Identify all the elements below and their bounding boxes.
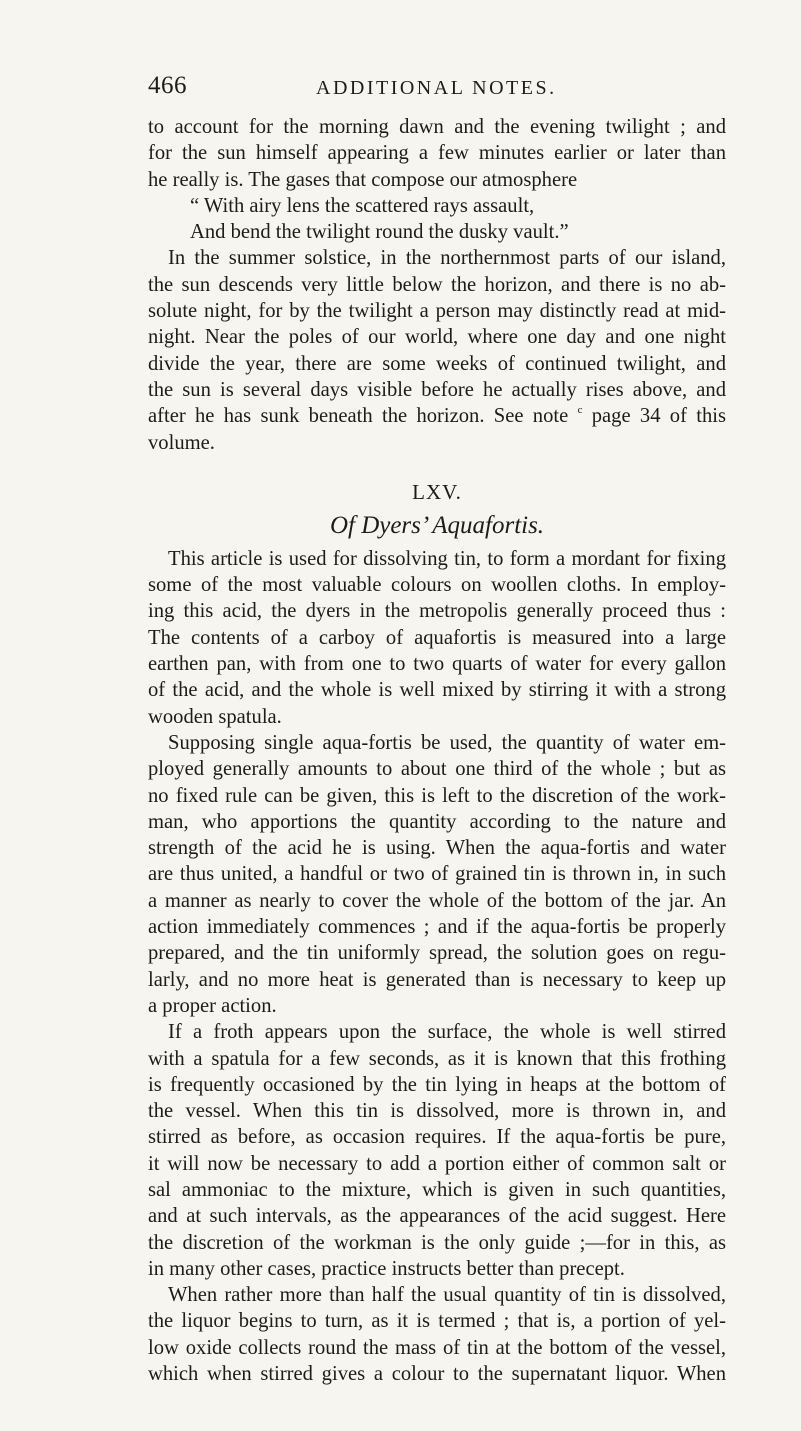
- text-line: solute night, for by the twilight a person may distinctly read at mid-: [148, 300, 726, 323]
- text-line: When rather more than half the usual quantity of tin is dissolved,: [168, 1284, 726, 1307]
- text-line: stirred as before, as occasion requires. If the aqua-fortis be pure,: [148, 1126, 726, 1149]
- section-title: Of Dyers’ Aquafortis.: [329, 511, 545, 539]
- text-line: a manner as nearly to cover the whole of the bottom of the jar. An: [148, 889, 726, 912]
- text-line: a proper action.: [148, 994, 277, 1017]
- text-line: for the sun himself appearing a few minutes earlier or later than: [148, 142, 726, 165]
- footnote-marker: c: [577, 404, 583, 417]
- text-line: are thus united, a handful or two of grained tin is thrown in, in such: [148, 863, 726, 886]
- verse-line: “ With airy lens the scattered rays assault,: [190, 194, 535, 217]
- text-line: the sun is several days visible before he actually rises above, and: [148, 378, 726, 401]
- page-header: [148, 72, 728, 112]
- text-line: the vessel. When this tin is dissolved, more is thrown in, and: [148, 1100, 726, 1123]
- text-line: man, who apportions the quantity according to the nature and: [148, 810, 726, 833]
- text-line: strength of the acid he is using. When the aqua-fortis and water: [148, 837, 726, 860]
- text-line: is frequently occasioned by the tin lying in heaps at the bottom of: [148, 1073, 726, 1096]
- text-line: of the acid, and the whole is well mixed by stirring it with a strong: [148, 679, 726, 702]
- text-line: and at such intervals, as the appearances of the acid suggest. Here: [148, 1205, 726, 1228]
- text-line: some of the most valuable colours on woollen cloths. In employ-: [148, 574, 726, 597]
- text-line: he really is. The gases that compose our atmosphere: [148, 168, 578, 191]
- text-line: [148, 403, 726, 429]
- text-line: night. Near the poles of our world, where one day and one night: [148, 326, 726, 349]
- text-line: action immediately commences ; and if the aqua-fortis be properly: [148, 916, 726, 939]
- text-line: The contents of a carboy of aquafortis is measured into a large: [148, 626, 726, 649]
- text-line: no fixed rule can be given, this is left to the discretion of the work-: [148, 784, 726, 807]
- text-line: in many other cases, practice instructs better than precept.: [148, 1257, 625, 1280]
- text-line: divide the year, there are some weeks of continued twilight, and: [148, 352, 726, 375]
- running-head: ADDITIONAL NOTES.: [316, 77, 557, 99]
- text-line: wooden spatula.: [148, 705, 282, 728]
- text-line: If a froth appears upon the surface, the whole is well stirred: [168, 1021, 726, 1044]
- text-line: larly, and no more heat is generated than is necessary to keep up: [148, 968, 726, 991]
- text-line: with a spatula for a few seconds, as it is known that this frothing: [148, 1047, 726, 1070]
- text-line: sal ammoniac to the mixture, which is given in such quantities,: [148, 1178, 726, 1201]
- text-line: Supposing single aqua-fortis be used, the quantity of water em-: [168, 731, 726, 754]
- text-line: In the summer solstice, in the northernmost parts of our island,: [168, 247, 726, 270]
- text-line: ployed generally amounts to about one third of the whole ; but as: [148, 758, 726, 781]
- text-line: the liquor begins to turn, as it is termed ; that is, a portion of yel-: [148, 1310, 726, 1333]
- text-line: This article is used for dissolving tin, to form a mordant for fixing: [168, 547, 726, 570]
- text-line: which when stirred gives a colour to the supernatant liquor. When: [148, 1363, 726, 1386]
- text-line: the discretion of the workman is the only guide ;—for in this, as: [148, 1231, 726, 1254]
- text-line: volume.: [148, 431, 215, 454]
- body-text: [148, 114, 726, 1387]
- text-line: earthen pan, with from one to two quarts of water for every gallon: [148, 653, 726, 676]
- text-fragment: page 34 of this: [582, 405, 726, 428]
- text-fragment: after he has sunk beneath the horizon. See note: [148, 405, 569, 428]
- text-line: it will now be necessary to add a portion either of common salt or: [148, 1152, 726, 1175]
- text-line: to account for the morning dawn and the evening twilight ; and: [148, 116, 726, 138]
- text-line: prepared, and the tin uniformly spread, the solution goes on regu-: [148, 942, 726, 965]
- page-number: 466: [148, 72, 187, 99]
- text-line: the sun descends very little below the horizon, and there is no ab-: [148, 273, 726, 296]
- verse-line: And bend the twilight round the dusky vault.”: [190, 221, 569, 244]
- text-line: ing this acid, the dyers in the metropolis generally proceed thus :: [148, 600, 726, 623]
- section-number: LXV.: [412, 479, 462, 504]
- text-line: low oxide collects round the mass of tin at the bottom of the vessel,: [148, 1336, 726, 1359]
